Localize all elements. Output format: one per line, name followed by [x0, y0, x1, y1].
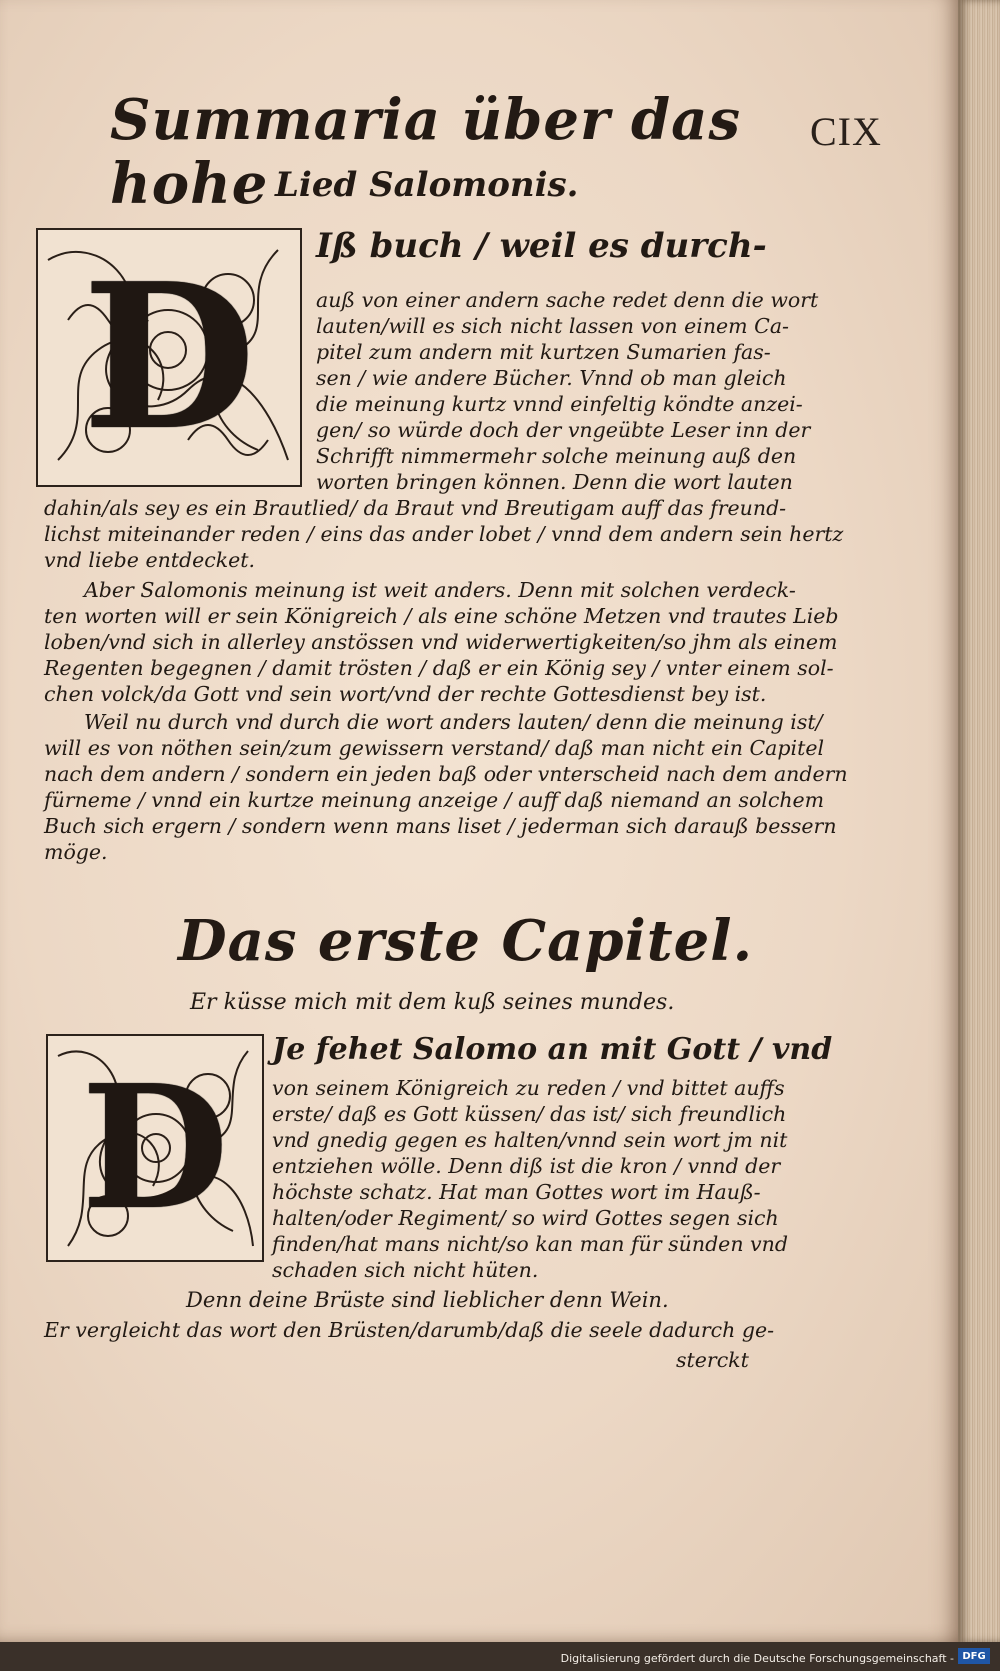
- initial-letter: D: [82, 239, 256, 475]
- text-line: worten bringen können. Denn die wort lauten: [316, 470, 793, 494]
- text-line: erste/ daß es Gott küssen/ das ist/ sich freundlich: [272, 1102, 787, 1126]
- text-line: pitel zum andern mit kurtzen Sumarien fas-: [316, 340, 771, 364]
- text-line: lauten/will es sich nicht lassen von einem Ca-: [316, 314, 789, 338]
- text-line: möge.: [44, 840, 108, 864]
- page-edge: [958, 0, 1000, 1642]
- text-line: dahin/als sey es ein Brautlied/ da Braut vnd Breutigam auff das freund-: [44, 496, 787, 520]
- text-line: will es von nöthen sein/zum gewissern verstand/ daß man nicht ein Capitel: [44, 736, 825, 760]
- text-line: Iß buch / weil es durch-: [316, 226, 767, 266]
- text-line: Regenten begegnen / damit trösten / daß er ein König sey / vnter einem sol-: [44, 656, 834, 680]
- text-line: ten worten will er sein Königreich / als eine schöne Metzen vnd trautes Lieb: [44, 604, 839, 628]
- text-line: Er vergleicht das wort den Brüsten/darumb/daß die seele dadurch ge-: [44, 1318, 775, 1342]
- dfg-logo: DFG: [958, 1648, 990, 1664]
- folio-number: CIX: [810, 109, 882, 154]
- verse-line: Denn deine Brüste sind lieblicher denn Wein.: [186, 1288, 669, 1312]
- decorated-initial-1: [36, 228, 302, 487]
- chapter-heading: Das erste Capitel.: [178, 908, 754, 974]
- text-line: chen volck/da Gott vnd sein wort/vnd der rechte Gottesdienst bey ist.: [44, 682, 767, 706]
- text-line: höchste schatz. Hat man Gottes wort im Hauß-: [272, 1180, 761, 1204]
- digitization-credit: Digitalisierung gefördert durch die Deutsche Forschungsgemeinschaft -: [560, 1652, 954, 1665]
- text-line: halten/oder Regiment/ so wird Gottes segen sich: [272, 1206, 779, 1230]
- text-line: entziehen wölle. Denn diß ist die kron / vnnd der: [272, 1154, 781, 1178]
- text-line: loben/vnd sich in allerley anstössen vnd widerwertigkeiten/so jhm als einem: [44, 630, 838, 654]
- text-line: vnd gnedig gegen es halten/vnnd sein wort jm nit: [272, 1128, 788, 1152]
- text-line: finden/hat mans nicht/so kan man für sünden vnd: [272, 1232, 788, 1256]
- text-line: Buch sich ergern / sondern wenn mans liset / jederman sich darauß bessern: [44, 814, 837, 838]
- page-subtitle: Lied Salomonis.: [275, 165, 579, 205]
- text-line: von seinem Königreich zu reden / vnd bittet auffs: [272, 1076, 785, 1100]
- text-line: Aber Salomonis meinung ist weit anders. Denn mit solchen verdeck-: [84, 578, 796, 602]
- text-line: Weil nu durch vnd durch die wort anders lauten/ denn die meinung ist/: [84, 710, 823, 734]
- initial-letter: D: [81, 1048, 229, 1248]
- page-title: Summaria über das hohe: [110, 87, 741, 217]
- text-line: sen / wie andere Bücher. Vnnd ob man gleich: [316, 366, 787, 390]
- text-line: die meinung kurtz vnnd einfeltig köndte anzei-: [316, 392, 803, 416]
- decorated-initial-2: [46, 1034, 264, 1262]
- text-line: gen/ so würde doch der vngeübte Leser inn der: [316, 418, 811, 442]
- text-line: fürneme / vnnd ein kurtze meinung anzeige / auff daß niemand an solchem: [44, 788, 825, 812]
- text-line: nach dem andern / sondern ein jeden baß oder vnterscheid nach dem andern: [44, 762, 848, 786]
- verse-line: Er küsse mich mit dem kuß seines mundes.: [190, 990, 675, 1015]
- text-line: lichst miteinander reden / eins das ander lobet / vnnd dem andern sein hertz: [44, 522, 844, 546]
- text-line: Schrifft nimmermehr solche meinung auß den: [316, 444, 797, 468]
- text-line: schaden sich nicht hüten.: [272, 1258, 539, 1282]
- catchword: sterckt: [676, 1348, 749, 1372]
- text-line: vnd liebe entdecket.: [44, 548, 256, 572]
- text-line: Je fehet Salomo an mit Gott / vnd: [272, 1032, 833, 1067]
- text-line: auß von einer andern sache redet denn die wort: [316, 288, 819, 312]
